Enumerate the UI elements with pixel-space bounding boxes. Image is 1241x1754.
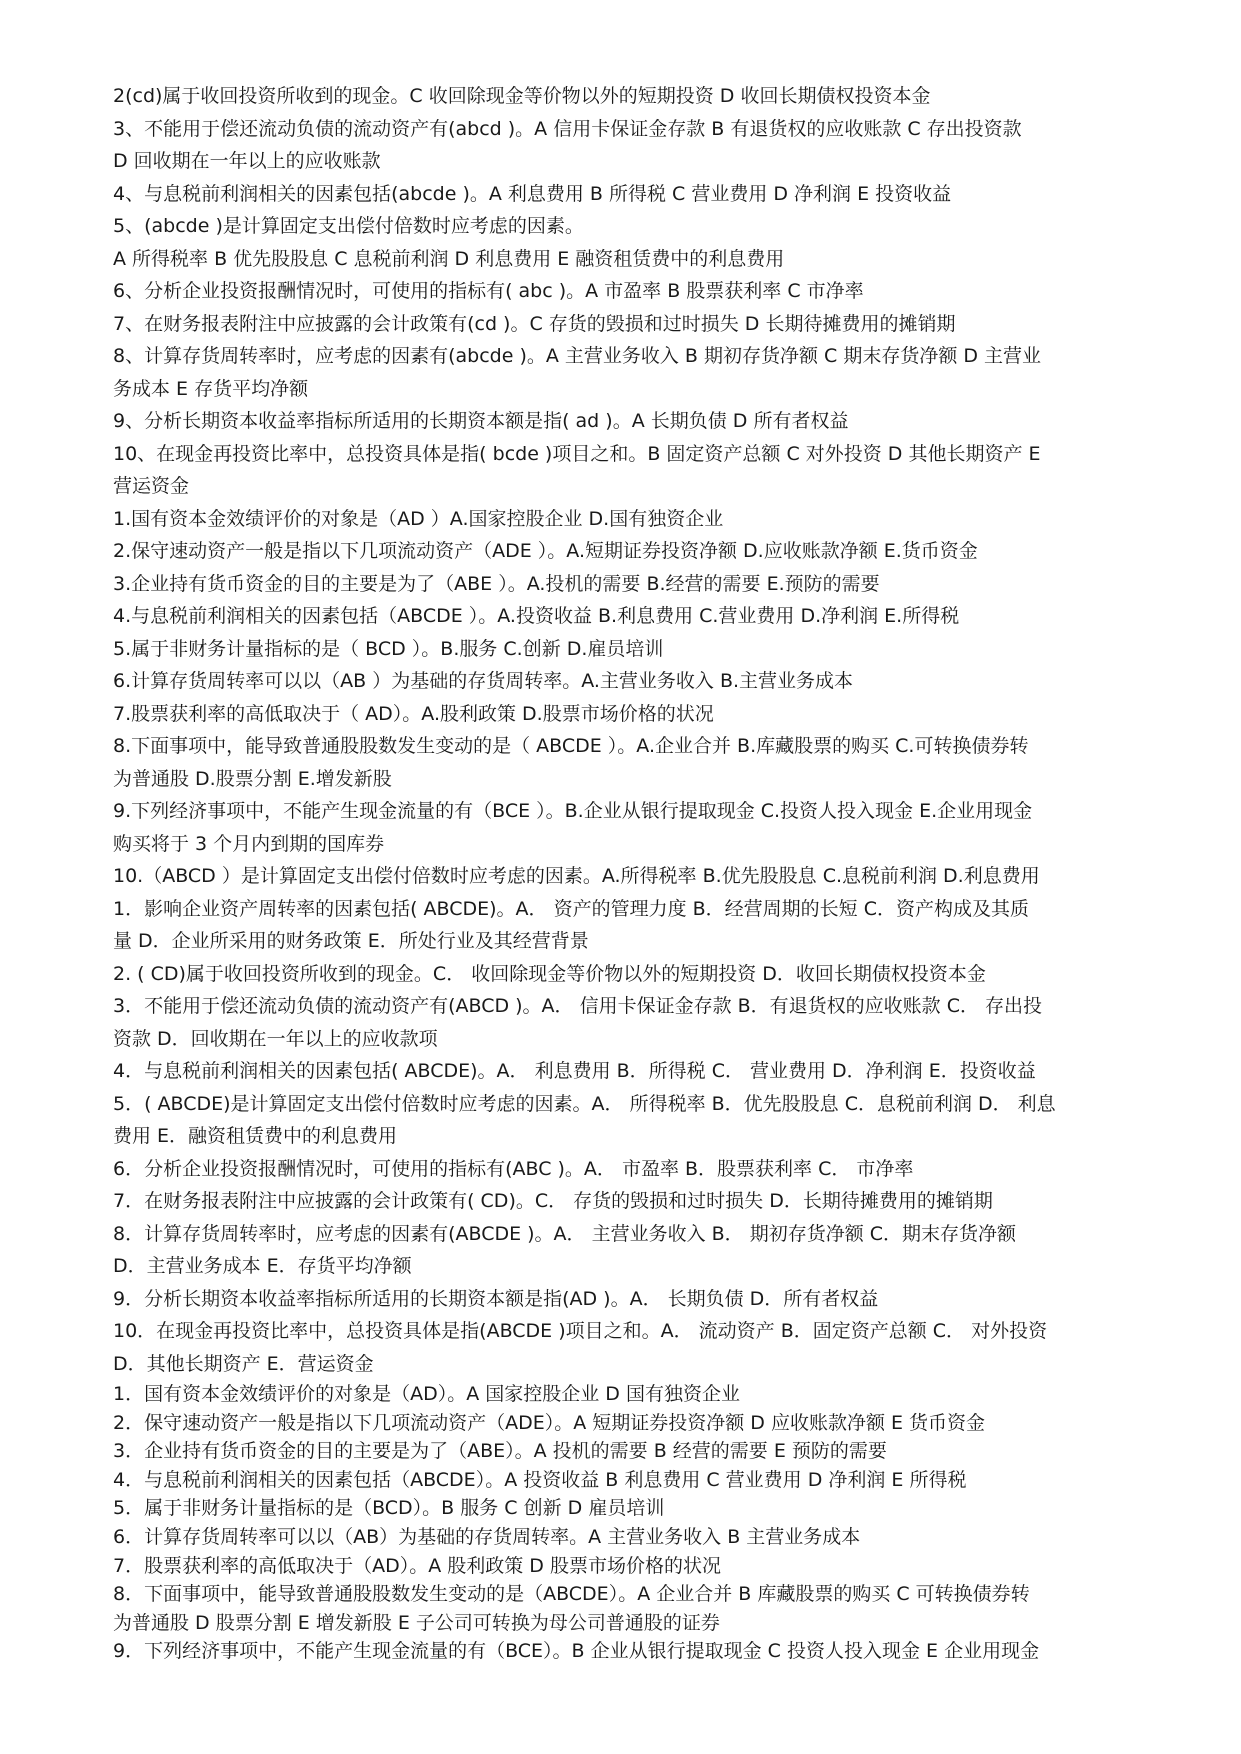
text-line: 10．在现金再投资比率中，总投资具体是指(ABCDE )项目之和。A． 流动资产 B．固定资产总额 C． 对外投资 (113, 1320, 1048, 1342)
text-line: 3、不能用于偿还流动负债的流动资产有(abcd )。A 信用卡保证金存款 B 有退货权的应收账款 C 存出投资款 (113, 117, 1022, 140)
text-line: 7、在财务报表附注中应披露的会计政策有(cd )。C 存货的毁损和过时损失 D 长期待摊费用的摊销期 (113, 312, 956, 335)
text-line: 6.计算存货周转率可以以（AB ）为基础的存货周转率。A.主营业务收入 B.主营业务成本 (113, 670, 854, 692)
text-line: 3．企业持有货币资金的目的主要是为了（ABE）。A 投机的需要 B 经营的需要 E 预防的需要 (113, 1440, 887, 1463)
text-line: 为普通股 D 股票分割 E 增发新股 E 子公司可转换为母公司普通股的证券 (113, 1611, 720, 1634)
text-line: 4.与息税前利润相关的因素包括（ABCDE ）。A.投资收益 B.利息费用 C.营业费用 D.净利润 E.所得税 (113, 605, 960, 627)
text-line: 9．分析长期资本收益率指标所适用的长期资本额是指(AD )。A． 长期负债 D．所有者权益 (113, 1287, 879, 1310)
text-line: 8.下面事项中，能导致普通股股数发生变动的是（ ABCDE ）。A.企业合并 B.库藏股票的购买 C.可转换债券转 (113, 735, 1029, 757)
text-line: 5、(abcde )是计算固定支出偿付倍数时应考虑的因素。 (113, 215, 584, 237)
text-line: 2.保守速动资产一般是指以下几项流动资产（ADE ）。A.短期证券投资净额 D.应收账款净额 E.货币资金 (113, 540, 978, 562)
text-line: 购买将于 3 个月内到期的国库券 (113, 832, 385, 855)
text-line: 8．计算存货周转率时，应考虑的因素有(ABCDE )。A． 主营业务收入 B． 期初存货净额 C．期末存货净额 (113, 1222, 1017, 1245)
text-line: 4．与息税前利润相关的因素包括( ABCDE)。A． 利息费用 B．所得税 C． 营业费用 D．净利润 E．投资收益 (113, 1060, 1036, 1082)
text-line: 8．下面事项中，能导致普通股股数发生变动的是（ABCDE）。A 企业合并 B 库藏股票的购买 C 可转换债券转 (113, 1583, 1030, 1606)
text-line: 资款 D．回收期在一年以上的应收款项 (113, 1027, 438, 1050)
document-page (113, 80, 1153, 1666)
text-line: 7．股票获利率的高低取决于（AD）。A 股利政策 D 股票市场价格的状况 (113, 1554, 721, 1577)
text-line: 营运资金 (113, 475, 190, 497)
text-line: 为普通股 D.股票分割 E.增发新股 (113, 767, 392, 790)
text-line: D．其他长期资产 E．营运资金 (113, 1352, 374, 1375)
text-line: 9．下列经济事项中，不能产生现金流量的有（BCE）。B 企业从银行提取现金 C 投资人投入现金 E 企业用现金 (113, 1640, 1040, 1663)
text-line: 5．属于非财务计量指标的是（BCD）。B 服务 C 创新 D 雇员培训 (113, 1497, 665, 1520)
text-line: 6．分析企业投资报酬情况时，可使用的指标有(ABC )。A． 市盈率 B．股票获利率 C． 市净率 (113, 1157, 914, 1180)
text-line: 1．影响企业资产周转率的因素包括( ABCDE)。A． 资产的管理力度 B．经营周期的长短 C．资产构成及其质 (113, 897, 1029, 920)
text-line: 10、在现金再投资比率中，总投资具体是指( bcde )项目之和。B 固定资产总额 C 对外投资 D 其他长期资产 E (113, 442, 1041, 465)
text-line: 6、分析企业投资报酬情况时，可使用的指标有( abc )。A 市盈率 B 股票获利率 C 市净率 (113, 280, 864, 302)
text-line: 务成本 E 存货平均净额 (113, 377, 309, 400)
text-line: 6．计算存货周转率可以以（AB）为基础的存货周转率。A 主营业务收入 B 主营业务成本 (113, 1525, 861, 1548)
text-line: D．主营业务成本 E．存货平均净额 (113, 1255, 412, 1277)
text-line: 7.股票获利率的高低取决于（ AD）。A.股利政策 D.股票市场价格的状况 (113, 702, 714, 725)
text-line: 9、分析长期资本收益率指标所适用的长期资本额是指( ad )。A 长期负债 D 所有者权益 (113, 410, 849, 432)
text-line: 4．与息税前利润相关的因素包括（ABCDE）。A 投资收益 B 利息费用 C 营业费用 D 净利润 E 所得税 (113, 1468, 967, 1491)
text-line: 3．不能用于偿还流动负债的流动资产有(ABCD )。A． 信用卡保证金存款 B．有退货权的应收账款 C． 存出投 (113, 995, 1043, 1017)
text-line: D 回收期在一年以上的应收账款 (113, 150, 381, 172)
text-line: 量 D．企业所采用的财务政策 E．所处行业及其经营背景 (113, 930, 589, 952)
text-line: 2．保守速动资产一般是指以下几项流动资产（ADE）。A 短期证券投资净额 D 应收账款净额 E 货币资金 (113, 1411, 986, 1434)
text-line: 5.属于非财务计量指标的是（ BCD ）。B.服务 C.创新 D.雇员培训 (113, 637, 664, 660)
text-line: 5．( ABCDE)是计算固定支出偿付倍数时应考虑的因素。A． 所得税率 B．优先股股息 C．息税前利润 D． 利息 (113, 1092, 1056, 1115)
text-line: 9.下列经济事项中，不能产生现金流量的有（BCE ）。B.企业从银行提取现金 C.投资人投入现金 E.企业用现金 (113, 800, 1033, 822)
text-line: 1.国有资本金效绩评价的对象是（AD ）A.国家控股企业 D.国有独资企业 (113, 507, 724, 530)
text-line: 2(cd)属于收回投资所收到的现金。C 收回除现金等价物以外的短期投资 D 收回长期债权投资本金 (113, 85, 931, 107)
text-line: 1．国有资本金效绩评价的对象是（AD）。A 国家控股企业 D 国有独资企业 (113, 1383, 740, 1405)
text-line: 10.（ABCD ）是计算固定支出偿付倍数时应考虑的因素。A.所得税率 B.优先股股息 C.息税前利润 D.利息费用 (113, 865, 1040, 887)
text-line: 7．在财务报表附注中应披露的会计政策有( CD)。C． 存货的毁损和过时损失 D．长期待摊费用的摊销期 (113, 1190, 993, 1212)
text-line: A 所得税率 B 优先股股息 C 息税前利润 D 利息费用 E 融资租赁费中的利息费用 (113, 247, 785, 270)
text-line: 8、计算存货周转率时，应考虑的因素有(abcde )。A 主营业务收入 B 期初存货净额 C 期末存货净额 D 主营业 (113, 345, 1042, 367)
text-line: 费用 E．融资租赁费中的利息费用 (113, 1125, 398, 1147)
text-line: 4、与息税前利润相关的因素包括(abcde )。A 利息费用 B 所得税 C 营业费用 D 净利润 E 投资收益 (113, 182, 952, 205)
text-line: 3.企业持有货币资金的目的主要是为了（ABE ）。A.投机的需要 B.经营的需要 E.预防的需要 (113, 572, 880, 595)
text-line: 2. ( CD)属于收回投资所收到的现金。C． 收回除现金等价物以外的短期投资 D．收回长期债权投资本金 (113, 962, 986, 985)
